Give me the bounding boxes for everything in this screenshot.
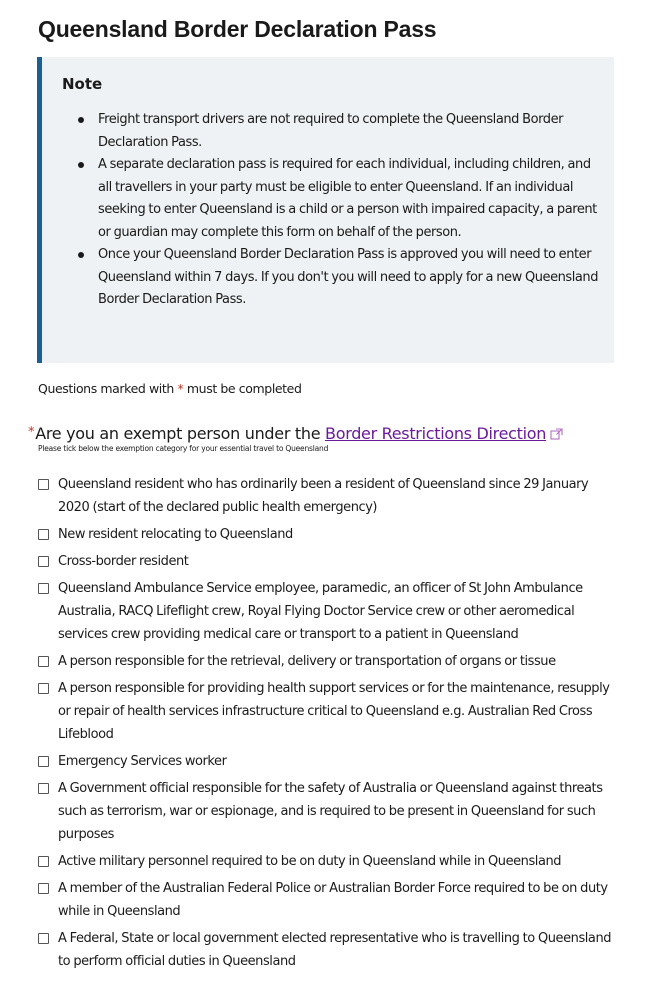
option-label[interactable]: A person responsible for the retrieval, delivery or transportation of organs or tissue <box>58 654 556 669</box>
option-checkbox[interactable] <box>38 783 49 794</box>
exemption-option[interactable] <box>38 523 613 546</box>
required-asterisk: * <box>177 381 184 396</box>
option-checkbox[interactable] <box>38 656 49 667</box>
option-label[interactable]: Cross-border resident <box>58 554 189 569</box>
option-checkbox[interactable] <box>38 756 49 767</box>
option-checkbox[interactable] <box>38 529 49 540</box>
option-checkbox[interactable] <box>38 933 49 944</box>
option-checkbox[interactable] <box>38 556 49 567</box>
required-note-suffix: must be completed <box>183 381 302 396</box>
exemption-option[interactable] <box>38 577 613 646</box>
note-list <box>98 109 604 312</box>
required-fields-note <box>38 381 302 396</box>
exemption-option[interactable] <box>38 850 613 873</box>
exemption-option[interactable] <box>38 750 613 773</box>
option-checkbox[interactable] <box>38 883 49 894</box>
option-label[interactable]: Queensland resident who has ordinarily been a resident of Queensland since 29 January 2020 (start of the declared public health emergency) <box>58 477 589 515</box>
question-label <box>28 424 628 443</box>
required-asterisk: * <box>28 425 35 440</box>
note-item: A separate declaration pass is required for each individual, including children, and all travellers in your party must be eligible to enter Queensland. If an individual seeking to enter Queensland is a child or a person with impaired capacity, a parent or guardian may complete this form on behalf of the person. <box>98 154 604 244</box>
option-label[interactable]: A Government official responsible for the safety of Australia or Queensland against threats such as terrorism, war or espionage, and is required to be present in Queensland for such purposes <box>58 781 603 842</box>
exemption-option[interactable] <box>38 550 613 573</box>
exemption-question <box>28 424 628 453</box>
note-title: Note <box>62 75 103 93</box>
option-label[interactable]: Active military personnel required to be on duty in Queensland while in Queensland <box>58 854 562 869</box>
option-label[interactable]: Emergency Services worker <box>58 754 227 769</box>
exemption-option[interactable] <box>38 927 613 973</box>
option-checkbox[interactable] <box>38 683 49 694</box>
option-checkbox[interactable] <box>38 479 49 490</box>
external-link-icon[interactable] <box>550 425 564 437</box>
required-note-prefix: Questions marked with <box>38 381 178 396</box>
note-item: Freight transport drivers are not required to complete the Queensland Border Declaration Pass. <box>98 109 604 154</box>
option-label[interactable]: New resident relocating to Queensland <box>58 527 293 542</box>
exemption-options <box>38 473 613 977</box>
option-label[interactable]: A Federal, State or local government elected representative who is travelling to Queensland to perform official duties in Queensland <box>58 931 612 969</box>
note-box <box>37 57 614 363</box>
option-label[interactable]: A member of the Australian Federal Police or Australian Border Force required to be on duty while in Queensland <box>58 881 608 919</box>
option-label[interactable]: A person responsible for providing health support services or for the maintenance, resupply or repair of health services infrastructure critical to Queensland e.g. Australian Red Cross Lifeblood <box>58 681 610 742</box>
exemption-option[interactable] <box>38 473 613 519</box>
exemption-option[interactable] <box>38 677 613 746</box>
exemption-option[interactable] <box>38 777 613 846</box>
option-checkbox[interactable] <box>38 583 49 594</box>
page-title: Queensland Border Declaration Pass <box>38 16 437 42</box>
option-label[interactable]: Queensland Ambulance Service employee, paramedic, an officer of St John Ambulance Australia, RACQ Lifeflight crew, Royal Flying Doctor Service crew or other aeromedical services crew providing medical care or transport to a patient in Queensland <box>58 581 583 642</box>
exemption-option[interactable] <box>38 877 613 923</box>
question-text: Are you an exempt person under the <box>35 424 326 443</box>
question-hint: Please tick below the exemption category for your essential travel to Queensland <box>38 444 329 453</box>
border-restrictions-direction-link[interactable]: Border Restrictions Direction <box>325 424 547 443</box>
note-item: Once your Queensland Border Declaration Pass is approved you will need to enter Queensland within 7 days. If you don't you will need to apply for a new Queensland Border Declaration Pass. <box>98 244 604 312</box>
exemption-option[interactable] <box>38 650 613 673</box>
option-checkbox[interactable] <box>38 856 49 867</box>
